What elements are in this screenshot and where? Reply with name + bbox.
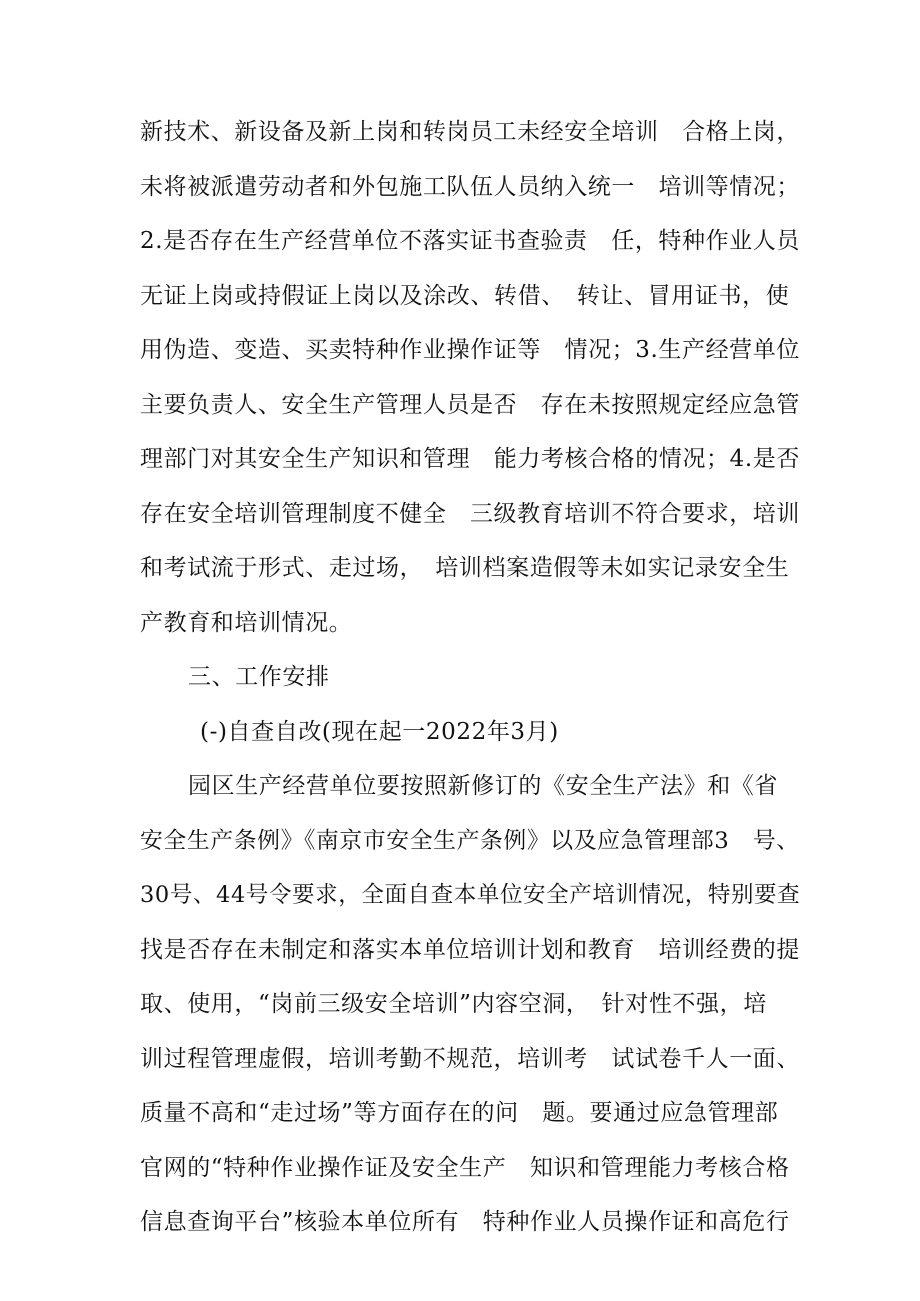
text-line: 取、使用，“岗前三级安全培训”内容空洞， 针对性不强，培 — [140, 991, 767, 1017]
text-line: 30号、44号令要求，全面自查本单位安全产培训情况，特别要查 — [140, 882, 801, 908]
text-line: 产教育和培训情况。 — [140, 610, 353, 636]
text-line: 新技术、新设备及新上岗和转岗员工未经安全培训 合格上岗， — [140, 119, 800, 145]
text-line: 质量不高和“走过场”等方面存在的问 题。要通过应急管理部 — [140, 1100, 779, 1126]
text-line: 主要负责人、安全生产管理人员是否 存在未按照规定经应急管 — [140, 392, 800, 418]
text-line: 存在安全培训管理制度不健全 三级教育培训不符合要求，培训 — [140, 501, 800, 527]
text-line: 园区生产经营单位要按照新修订的《安全生产法》和《省 — [188, 773, 778, 799]
text-line: 2.是否存在生产经营单位不落实证书查验责 任，特种作业人员 — [140, 228, 800, 254]
text-line: 用伪造、变造、买卖特种作业操作证等 情况；3.生产经营单位 — [140, 337, 800, 363]
text-line: 无证上岗或持假证上岗以及涂改、转借、 转让、冒用证书，使 — [140, 283, 790, 309]
subsection-heading: (-)自查自改(现在起一2022年3月) — [200, 719, 559, 745]
text-line: 信息查询平台”核验本单位所有 特种作业人员操作证和高危行 — [140, 1209, 790, 1235]
text-line: 未将被派遣劳动者和外包施工队伍人员纳入统一 培训等情况； — [140, 174, 800, 200]
text-line: 安全生产条例》《南京市安全生产条例》以及应急管理部3 号、 — [140, 828, 800, 854]
text-line: 和考试流于形式、走过场， 培训档案造假等未如实记录安全生 — [140, 555, 790, 581]
text-line: 训过程管理虚假，培训考勤不规范，培训考 试试卷千人一面、 — [140, 1046, 800, 1072]
text-line: 理部门对其安全生产知识和管理 能力考核合格的情况；4.是否 — [140, 446, 800, 472]
text-line: 官网的“特种作业操作证及安全生产 知识和管理能力考核合格 — [140, 1155, 790, 1181]
section-heading: 三、工作安排 — [188, 664, 330, 690]
text-line: 找是否存在未制定和落实本单位培训计划和教育 培训经费的提 — [140, 937, 800, 963]
